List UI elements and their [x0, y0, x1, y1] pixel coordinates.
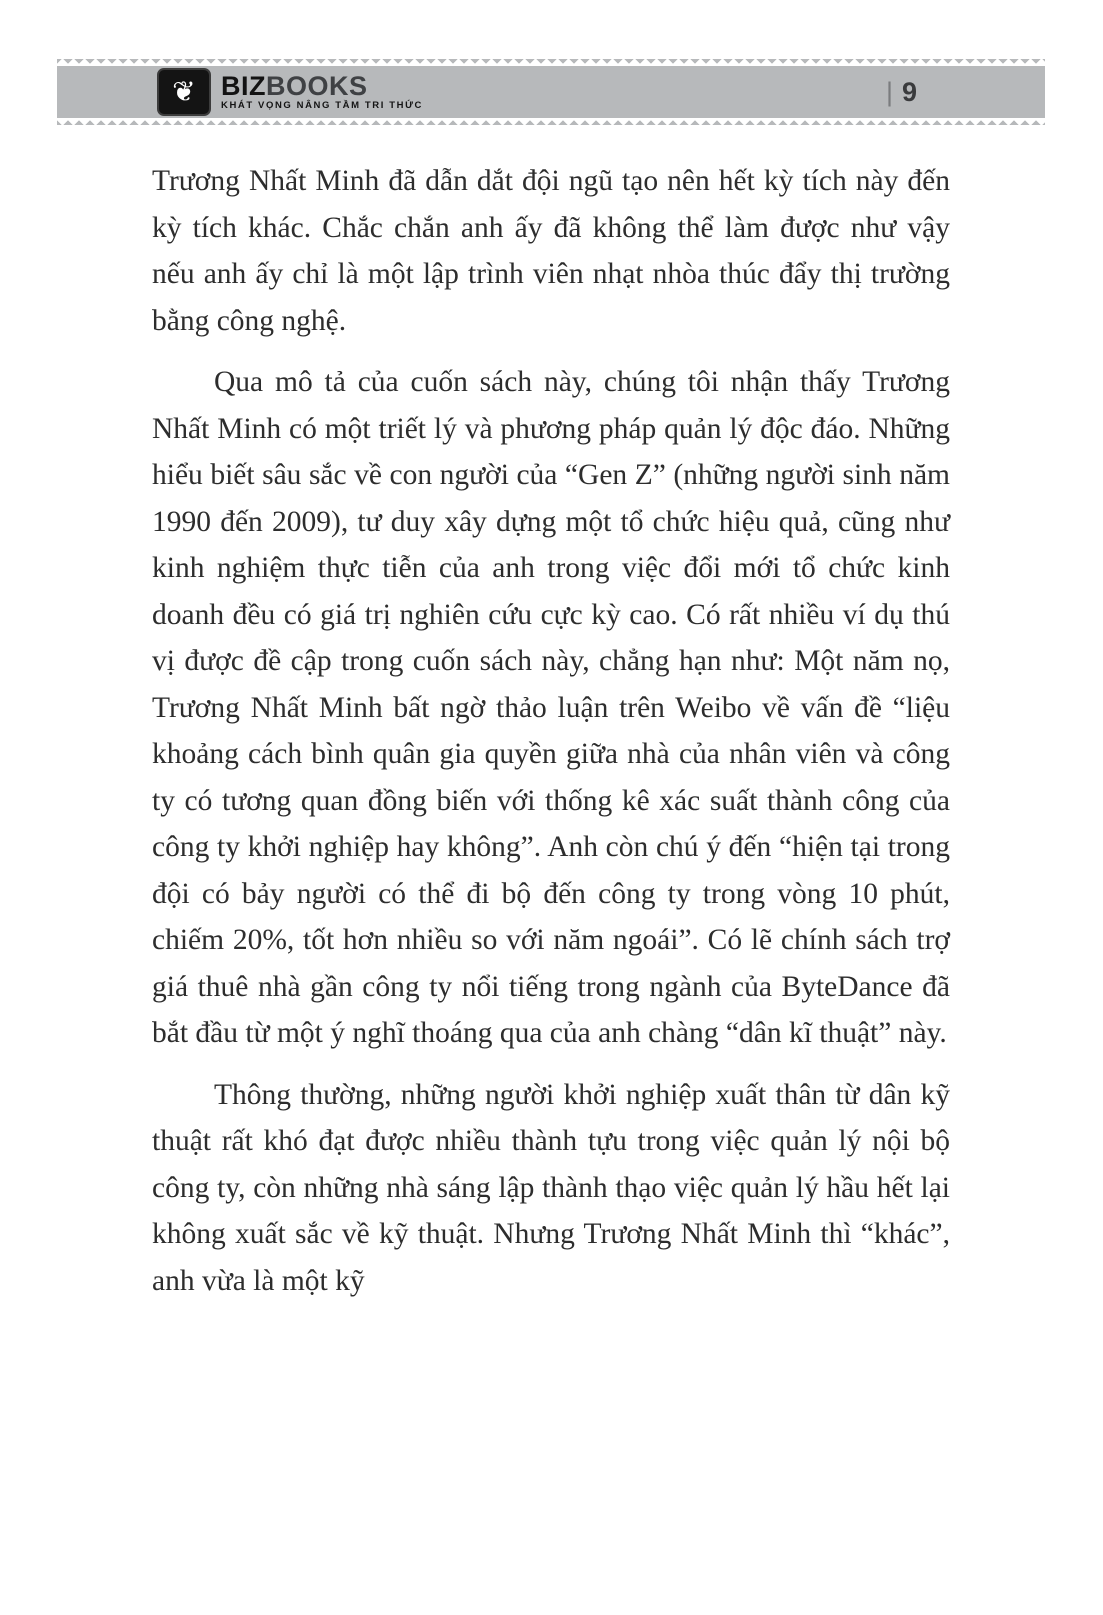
page-number-separator: | — [885, 76, 893, 107]
paragraph: Qua mô tả của cuốn sách này, chúng tôi nhận thấy Trương Nhất Minh có một triết lý và phương pháp quản lý độc đáo. Những hiểu biết sâu sắc về con người của “Gen Z” (những người sinh năm 1990 đến 2009), tư duy xây dựng một tổ chức hiệu quả, cũng như kinh nghiệm thực tiễn của anh trong việc đổi mới tổ chức kinh doanh đều có giá trị nghiên cứu cực kỳ cao. Có rất nhiều ví dụ thú vị được đề cập trong cuốn sách này, chẳng hạn như: Một năm nọ, Trương Nhất Minh bất ngờ thảo luận trên Weibo về vấn đề “liệu khoảng cách bình quân gia quyền giữa nhà của nhân viên và công ty có tương quan đồng biến với thống kê xác suất thành công của công ty khởi nghiệp hay không”. Anh còn chú ý đến “hiện tại trong đội có bảy người có thể đi bộ đến công ty trong vòng 10 phút, chiếm 20%, tốt hơn nhiều so với năm ngoái”. Có lẽ chính sách trợ giá thuê nhà gần công ty nổi tiếng trong ngành của ByteDance đã bắt đầu từ một ý nghĩ thoáng qua của anh chàng “dân kĩ thuật” này. — [152, 366, 950, 1049]
brand-tagline: KHÁT VỌNG NÂNG TẦM TRI THỨC — [221, 99, 424, 111]
bizbooks-logo — [157, 68, 423, 116]
page-header — [57, 66, 1045, 118]
bizbooks-logo-icon — [157, 68, 211, 116]
paragraph: Trương Nhất Minh đã dẫn dắt đội ngũ tạo nên hết kỳ tích này đến kỳ tích khác. Chắc chắn anh ấy đã không thể làm được như vậy nếu anh ấy chỉ là một lập trình viên nhạt nhòa thúc đẩy thị trường bằng công nghệ. — [152, 165, 950, 337]
brand-wordmark-light: BOOKS — [266, 70, 368, 101]
brand-wordmark — [221, 70, 423, 101]
page-number: 9 — [901, 76, 917, 107]
page-number-group — [886, 77, 917, 108]
bizbooks-logo-text — [221, 70, 424, 112]
logo-emblem-glyph: ❦ — [172, 75, 196, 108]
page-body-text — [152, 158, 950, 1319]
paragraph: Thông thường, những người khởi nghiệp xuất thân từ dân kỹ thuật rất khó đạt được nhiều thành tựu trong việc quản lý nội bộ công ty, còn những nhà sáng lập thành thạo việc quản lý hầu hết lại không xuất sắc về kỹ thuật. Nhưng Trương Nhất Minh thì “khác”, anh vừa là một kỹ — [152, 1078, 950, 1297]
brand-wordmark-bold: BIZ — [221, 70, 266, 101]
